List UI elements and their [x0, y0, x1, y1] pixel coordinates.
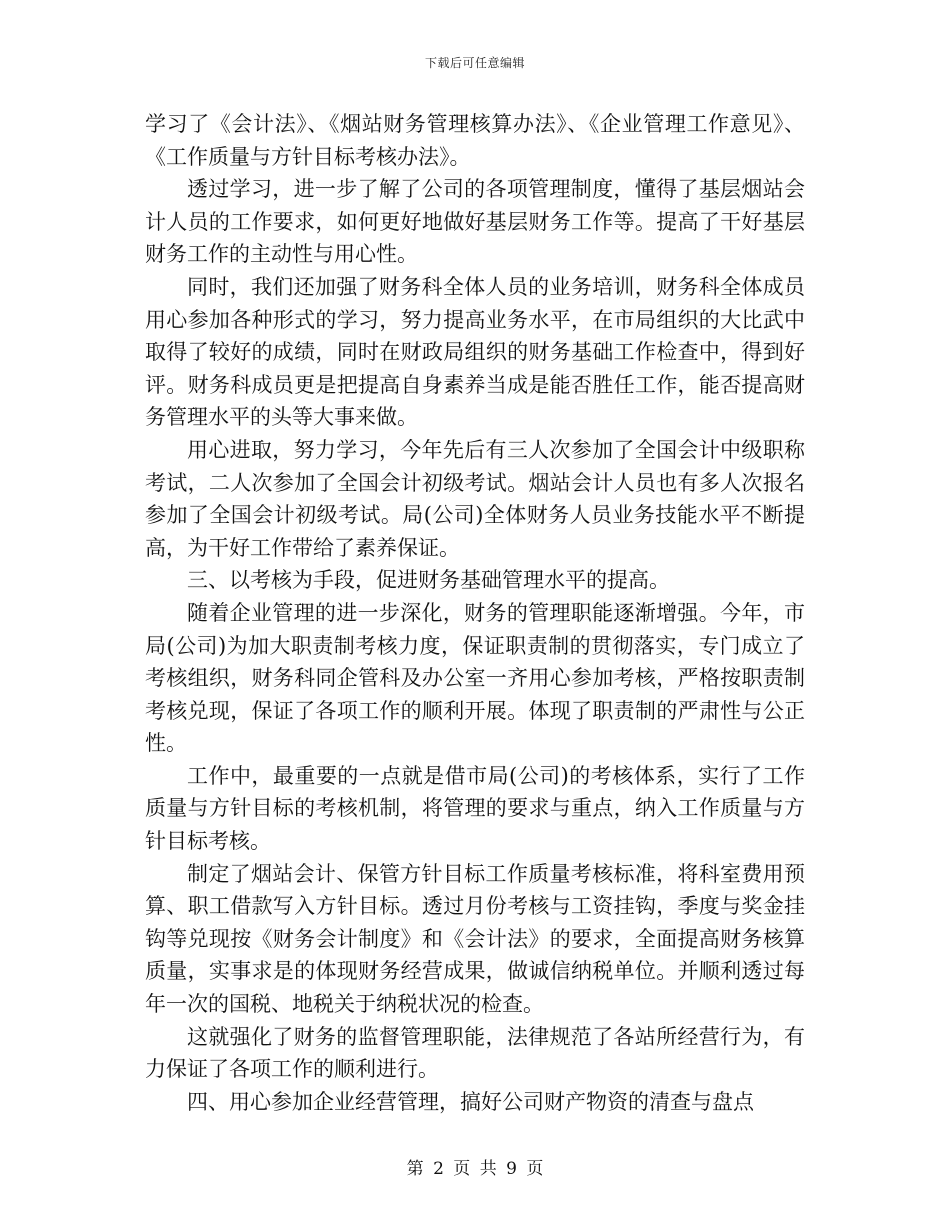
paragraph-7: 制定了烟站会计、保管方针目标工作质量考核标准，将科室费用预算、职工借款写入方针目标。透过月份考核与工资挂钩，季度与奖金挂钩等兑现按《财务会计制度》和《会计法》的要求，全面提高财务核算质量，实事求是的体现财务经营成果，做诚信纳税单位。并顺利透过每年一次的国税、地税关于纳税状况的检查。	[145, 861, 805, 1017]
paragraph-5: 随着企业管理的进一步深化，财务的管理职能逐渐增强。今年，市局(公司)为加大职责制考核力度，保证职责制的贯彻落实，专门成立了考核组织，财务科同企管科及办公室一齐用心参加考核，严格按职责制考核兑现，保证了各项工作的顺利开展。体现了职责制的严肃性与公正性。	[145, 600, 805, 756]
section-heading-3: 三、以考核为手段，促进财务基础管理水平的提高。	[187, 568, 670, 593]
page-footer: 第 2 页 共 9 页	[406, 1159, 544, 1179]
paragraph-8: 这就强化了财务的监督管理职能，法律规范了各站所经营行为，有力保证了各项工作的顺利进行。	[145, 1024, 805, 1082]
paragraph-1: 学习了《会计法》、《烟站财务管理核算办法》、《企业管理工作意见》、《工作质量与方针目标考核办法》。	[145, 112, 805, 169]
paragraph-3: 同时，我们还加强了财务科全体人员的业务培训，财务科全体成员用心参加各种形式的学习，努力提高业务水平，在市局组织的大比武中取得了较好的成绩，同时在财政局组织的财务基础工作检查中，得到好评。财务科成员更是把提高自身素养当成是能否胜任工作，能否提高财务管理水平的头等大事来做。	[145, 274, 805, 430]
paragraph-4: 用心进取，努力学习，今年先后有三人次参加了全国会计中级职称考试，二人次参加了全国会计初级考试。烟站会计人员也有多人次报名参加了全国会计初级考试。局(公司)全体财务人员业务技能水平不断提高，为干好工作带给了素养保证。	[145, 437, 805, 560]
paragraph-6: 工作中，最重要的一点就是借市局(公司)的考核体系，实行了工作质量与方针目标的考核机制，将管理的要求与重点，纳入工作质量与方针目标考核。	[145, 763, 805, 854]
document-body	[145, 108, 805, 1118]
page-header: 下载后可任意编辑	[424, 56, 525, 70]
section-heading-4: 四、用心参加企业经营管理，搞好公司财产物资的清查与盘点	[187, 1089, 754, 1114]
paragraph-2: 透过学习，进一步了解了公司的各项管理制度，懂得了基层烟站会计人员的工作要求，如何更好地做好基层财务工作等。提高了干好基层财务工作的主动性与用心性。	[145, 177, 805, 267]
